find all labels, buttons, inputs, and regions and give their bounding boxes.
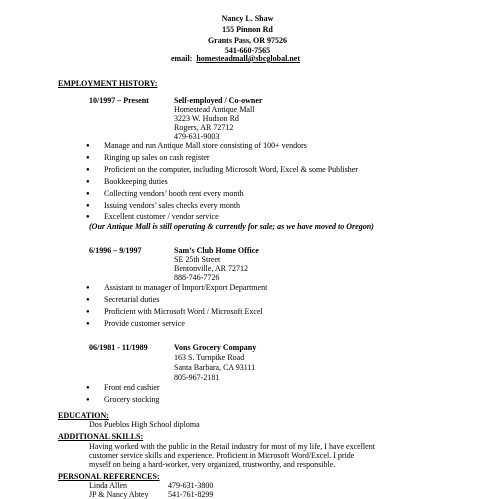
bullet-icon: ●	[86, 155, 90, 161]
contact-email-line	[171, 55, 300, 63]
job-address-line: 3223 W. Hudson Rd	[174, 114, 239, 123]
job-title: Sam’s Club Home Office	[174, 246, 259, 255]
bullet-icon: ●	[86, 297, 90, 303]
job-dates: 06/1981 - 11/1989	[89, 343, 148, 352]
bullet-icon: ●	[86, 203, 90, 209]
duty-item: Manage and run Antique Mall store consisting of 100+ vendors	[104, 141, 307, 150]
duty-item: Grocery stocking	[104, 395, 160, 404]
job-address-line: 479-631-9003	[174, 132, 220, 141]
job-dates: 10/1997 – Present	[89, 96, 149, 105]
job-note: (Our Antique Mall is still operating & currently for sale; as we have moved to Oregon)	[89, 222, 374, 231]
email-label: email:	[171, 54, 193, 63]
bullet-icon: ●	[86, 397, 90, 403]
contact-city: Grants Pass, OR 97526	[207, 36, 288, 45]
bullet-icon: ●	[86, 214, 90, 220]
skills-line: myself on being a hard-worker, very organized, trustworthy, and responsible.	[89, 460, 336, 469]
bullet-icon: ●	[86, 385, 90, 391]
skills-heading: ADDITIONAL SKILLS:	[58, 432, 144, 441]
reference-phone: 479-631-3800	[168, 481, 214, 490]
email-link[interactable]: homesteadmall@sbcglobal.net	[196, 54, 300, 63]
contact-phone: 541-660-7565	[224, 46, 271, 55]
job-dates: 6/1996 – 9/1997	[89, 246, 142, 255]
education-text: Dos Pueblos High School diploma	[89, 420, 200, 429]
bullet-icon: ●	[86, 309, 90, 315]
contact-name: Nancy L. Shaw	[221, 14, 274, 23]
duty-item: Proficient with Microsoft Word / Microsoft Excel	[104, 307, 263, 316]
duty-item: Proficient on the computer, including Microsoft Word, Excel & some Publisher	[104, 165, 358, 174]
skills-line: Having worked with the public in the Retail industry for most of my life, I have excellent	[89, 442, 375, 451]
bullet-icon: ●	[86, 285, 90, 291]
skills-line: customer service skills and experience. Proficient in Microsoft Word/Excel. I pride	[89, 451, 355, 460]
reference-name: JP & Nancy Abtey	[89, 490, 149, 499]
bullet-icon: ●	[86, 167, 90, 173]
job-address-line: SE 25th Street	[174, 255, 221, 264]
duty-item: Assistant to manager of Import/Export Department	[104, 283, 268, 292]
job-title: Vons Grocery Company	[174, 343, 257, 352]
job-address-line: 888-746-7726	[174, 273, 220, 282]
references-heading: PERSONAL REFERENCES:	[58, 472, 160, 481]
bullet-icon: ●	[86, 179, 90, 185]
duty-item: Ringing up sales on cash register	[104, 153, 210, 162]
job-address-line: Rogers, AR 72712	[174, 123, 234, 132]
job-address-line: 805-967-2181	[174, 373, 220, 382]
education-heading: EDUCATION:	[58, 411, 109, 420]
job-title: Self-employed / Co-owner	[174, 96, 263, 105]
duty-item: Provide customer service	[104, 319, 185, 328]
duty-item: Issuing vendors’ sales checks every month	[104, 201, 241, 210]
job-address-line: Santa Barbara, CA 93111	[174, 363, 256, 372]
duty-item: Bookkeeping duties	[104, 177, 168, 186]
reference-name: Linda Allen	[89, 481, 127, 490]
job-address-line: Bentonville, AR 72712	[174, 264, 248, 273]
employment-heading: EMPLOYMENT HISTORY:	[58, 79, 158, 88]
duty-item: Front end cashier	[104, 383, 160, 392]
contact-street: 155 Pinnon Rd	[222, 25, 273, 34]
bullet-icon: ●	[86, 191, 90, 197]
duty-item: Collecting vendors’ booth rent every month	[104, 189, 244, 198]
job-address-line: 163 S. Turnpike Road	[174, 353, 245, 362]
bullet-icon: ●	[86, 321, 90, 327]
job-address-line: Homestead Antique Mall	[174, 105, 255, 114]
bullet-icon: ●	[86, 143, 90, 149]
reference-phone: 541-761-8299	[168, 490, 214, 499]
duty-item: Secretarial duties	[104, 295, 160, 304]
duty-item: Excellent customer / vendor service	[104, 212, 219, 221]
